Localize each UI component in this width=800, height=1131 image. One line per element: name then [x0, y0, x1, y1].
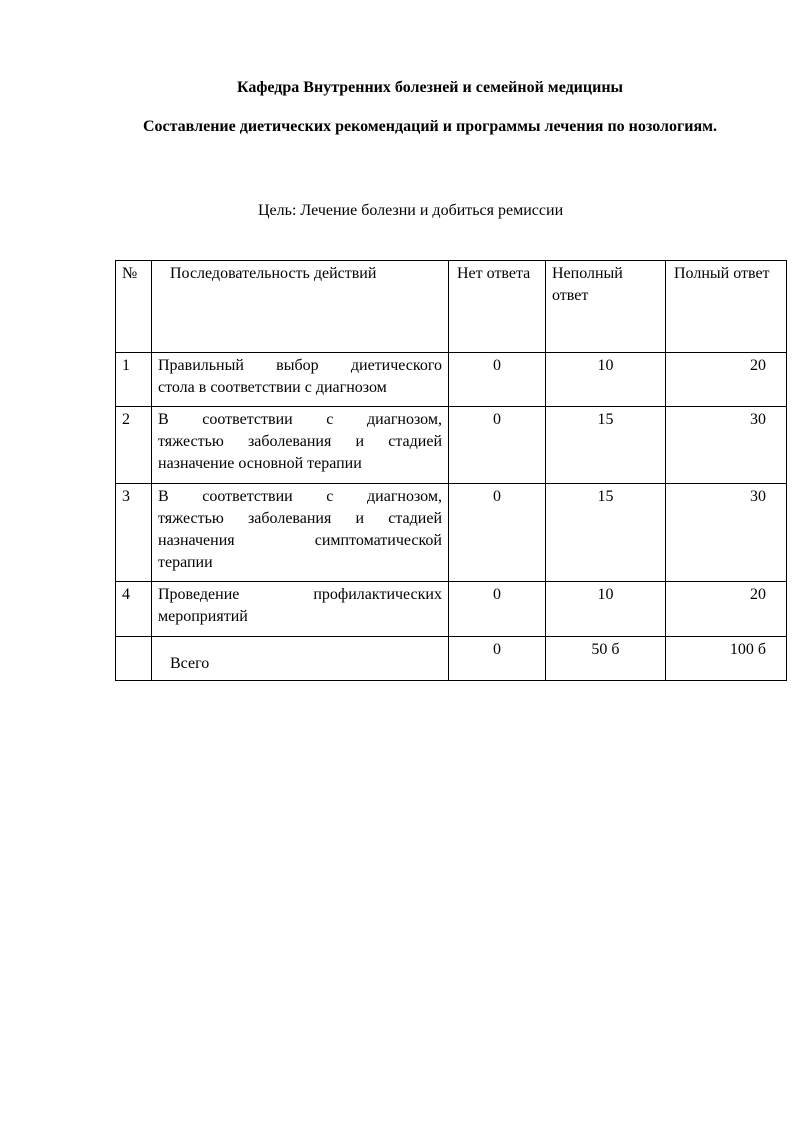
table-total-row	[116, 637, 787, 681]
goal-statement: Цель: Лечение болезни и добиться ремиссии	[258, 202, 564, 219]
row-full-score: 30	[666, 407, 787, 484]
table-row	[116, 407, 787, 484]
total-full-score: 100 б	[666, 637, 787, 681]
row-full-score: 20	[666, 353, 787, 407]
row-partial-score: 10	[546, 582, 666, 637]
row-action-line: назначения симптоматической	[158, 532, 442, 549]
document-title: Составление диетических рекомендаций и программы лечения по нозологиям.	[142, 118, 718, 135]
row-action-line: стола в соответствии с диагнозом	[158, 379, 387, 396]
row-partial-score: 15	[546, 407, 666, 484]
table-row	[116, 353, 787, 407]
row-action-line: мероприятий	[158, 608, 248, 625]
row-action-line: Проведение профилактических	[158, 586, 442, 603]
row-num: 1	[116, 353, 152, 407]
row-no-answer-score: 0	[449, 353, 546, 407]
row-num: 2	[116, 407, 152, 484]
row-no-answer-score: 0	[449, 582, 546, 637]
table-row	[116, 484, 787, 582]
scoring-table	[115, 260, 787, 681]
row-action	[152, 407, 449, 484]
row-action-line: Правильный выбор диетического	[158, 357, 442, 374]
row-full-score: 20	[666, 582, 787, 637]
row-full-score: 30	[666, 484, 787, 582]
header-num: №	[116, 261, 152, 353]
total-partial-score: 50 б	[546, 637, 666, 681]
total-num-empty	[116, 637, 152, 681]
row-action	[152, 582, 449, 637]
row-action-line: тяжестью заболевания и стадией	[158, 510, 442, 527]
row-action-line: назначение основной терапии	[158, 455, 362, 472]
header-partial-answer: Неполный ответ	[546, 261, 666, 353]
header-full-answer: Полный ответ	[666, 261, 787, 353]
row-action-line: тяжестью заболевания и стадией	[158, 433, 442, 450]
row-partial-score: 10	[546, 353, 666, 407]
total-no-answer-score: 0	[449, 637, 546, 681]
header-action: Последовательность действий	[152, 261, 449, 353]
row-action-line: В соответствии с диагнозом,	[158, 488, 442, 505]
table-row	[116, 582, 787, 637]
row-action-line: терапии	[158, 554, 213, 571]
row-num: 4	[116, 582, 152, 637]
row-no-answer-score: 0	[449, 484, 546, 582]
row-action	[152, 484, 449, 582]
row-no-answer-score: 0	[449, 407, 546, 484]
table-header-row	[116, 261, 787, 353]
row-partial-score: 15	[546, 484, 666, 582]
row-action	[152, 353, 449, 407]
header-no-answer: Нет ответа	[449, 261, 546, 353]
row-action-line: В соответствии с диагнозом,	[158, 411, 442, 428]
total-label: Всего	[152, 637, 449, 681]
department-title: Кафедра Внутренних болезней и семейной медицины	[236, 79, 624, 96]
row-num: 3	[116, 484, 152, 582]
